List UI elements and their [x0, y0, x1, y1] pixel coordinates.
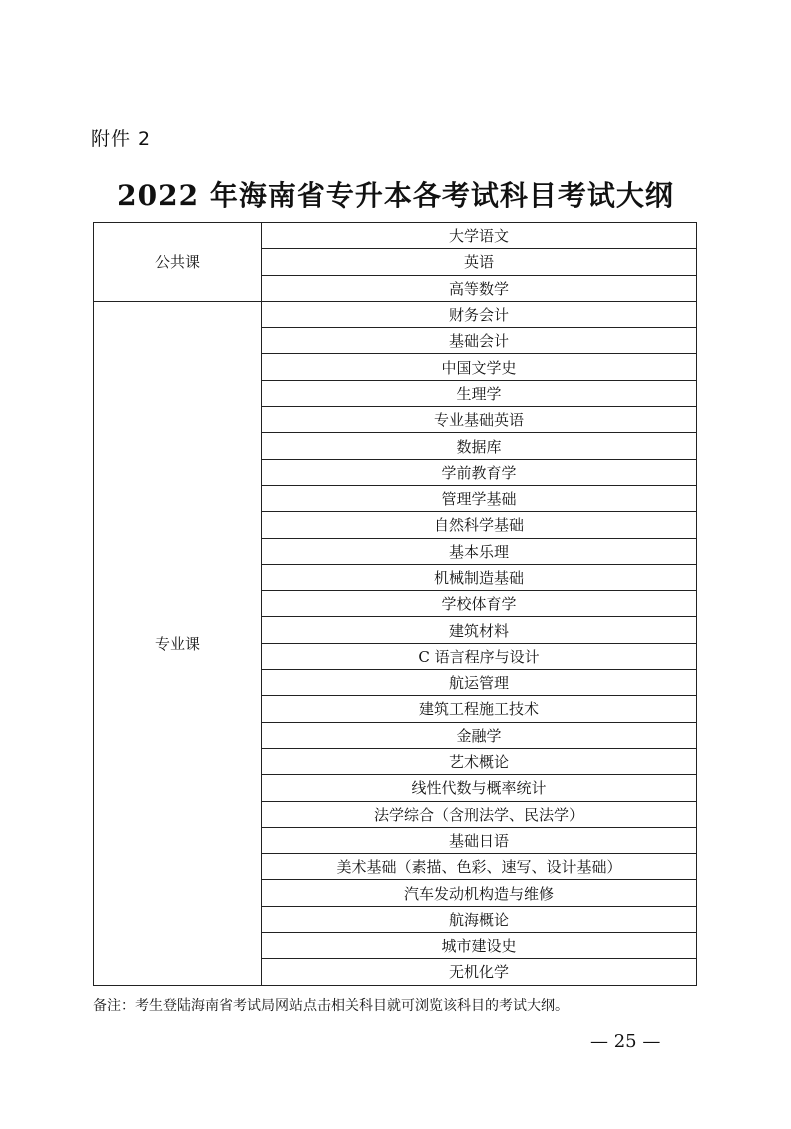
subject-cell: 基础会计 [262, 328, 697, 354]
subject-cell: 学前教育学 [262, 459, 697, 485]
document-title: 2022 年海南省专升本各考试科目考试大纲 [117, 179, 674, 212]
attachment-label: 附件 2 [91, 128, 152, 150]
subject-cell: 专业基础英语 [262, 407, 697, 433]
footnote: 备注：考生登陆海南省考试局网站点击相关科目就可浏览该科目的考试大纲。 [93, 998, 569, 1014]
subject-cell: 生理学 [262, 380, 697, 406]
subject-cell: 建筑工程施工技术 [262, 696, 697, 722]
subject-cell: 财务会计 [262, 301, 697, 327]
page-number: — 25 — [590, 1031, 661, 1052]
subject-cell: 艺术概论 [262, 748, 697, 774]
table-row [94, 301, 697, 327]
exam-outline-table [93, 222, 697, 986]
subject-cell: 线性代数与概率统计 [262, 775, 697, 801]
subject-cell: 美术基础（素描、色彩、速写、设计基础） [262, 854, 697, 880]
subject-cell: 航运管理 [262, 670, 697, 696]
subject-cell: 学校体育学 [262, 591, 697, 617]
subject-cell: 机械制造基础 [262, 564, 697, 590]
category-cell: 专业课 [94, 301, 262, 985]
table-body [94, 223, 697, 986]
subject-cell: 无机化学 [262, 959, 697, 985]
subject-cell: 航海概论 [262, 906, 697, 932]
subject-cell: 高等数学 [262, 275, 697, 301]
subject-cell: 自然科学基础 [262, 512, 697, 538]
subject-cell: 基本乐理 [262, 538, 697, 564]
subject-cell: 法学综合（含刑法学、民法学） [262, 801, 697, 827]
subject-cell: 管理学基础 [262, 485, 697, 511]
subject-cell: C 语言程序与设计 [262, 643, 697, 669]
subject-cell: 大学语文 [262, 223, 697, 249]
subject-cell: 汽车发动机构造与维修 [262, 880, 697, 906]
subject-cell: 数据库 [262, 433, 697, 459]
table-row [94, 223, 697, 249]
subject-cell: 金融学 [262, 722, 697, 748]
subject-cell: 城市建设史 [262, 933, 697, 959]
category-cell: 公共课 [94, 223, 262, 302]
subject-cell: 中国文学史 [262, 354, 697, 380]
subject-cell: 基础日语 [262, 827, 697, 853]
subject-cell: 建筑材料 [262, 617, 697, 643]
subject-cell: 英语 [262, 249, 697, 275]
